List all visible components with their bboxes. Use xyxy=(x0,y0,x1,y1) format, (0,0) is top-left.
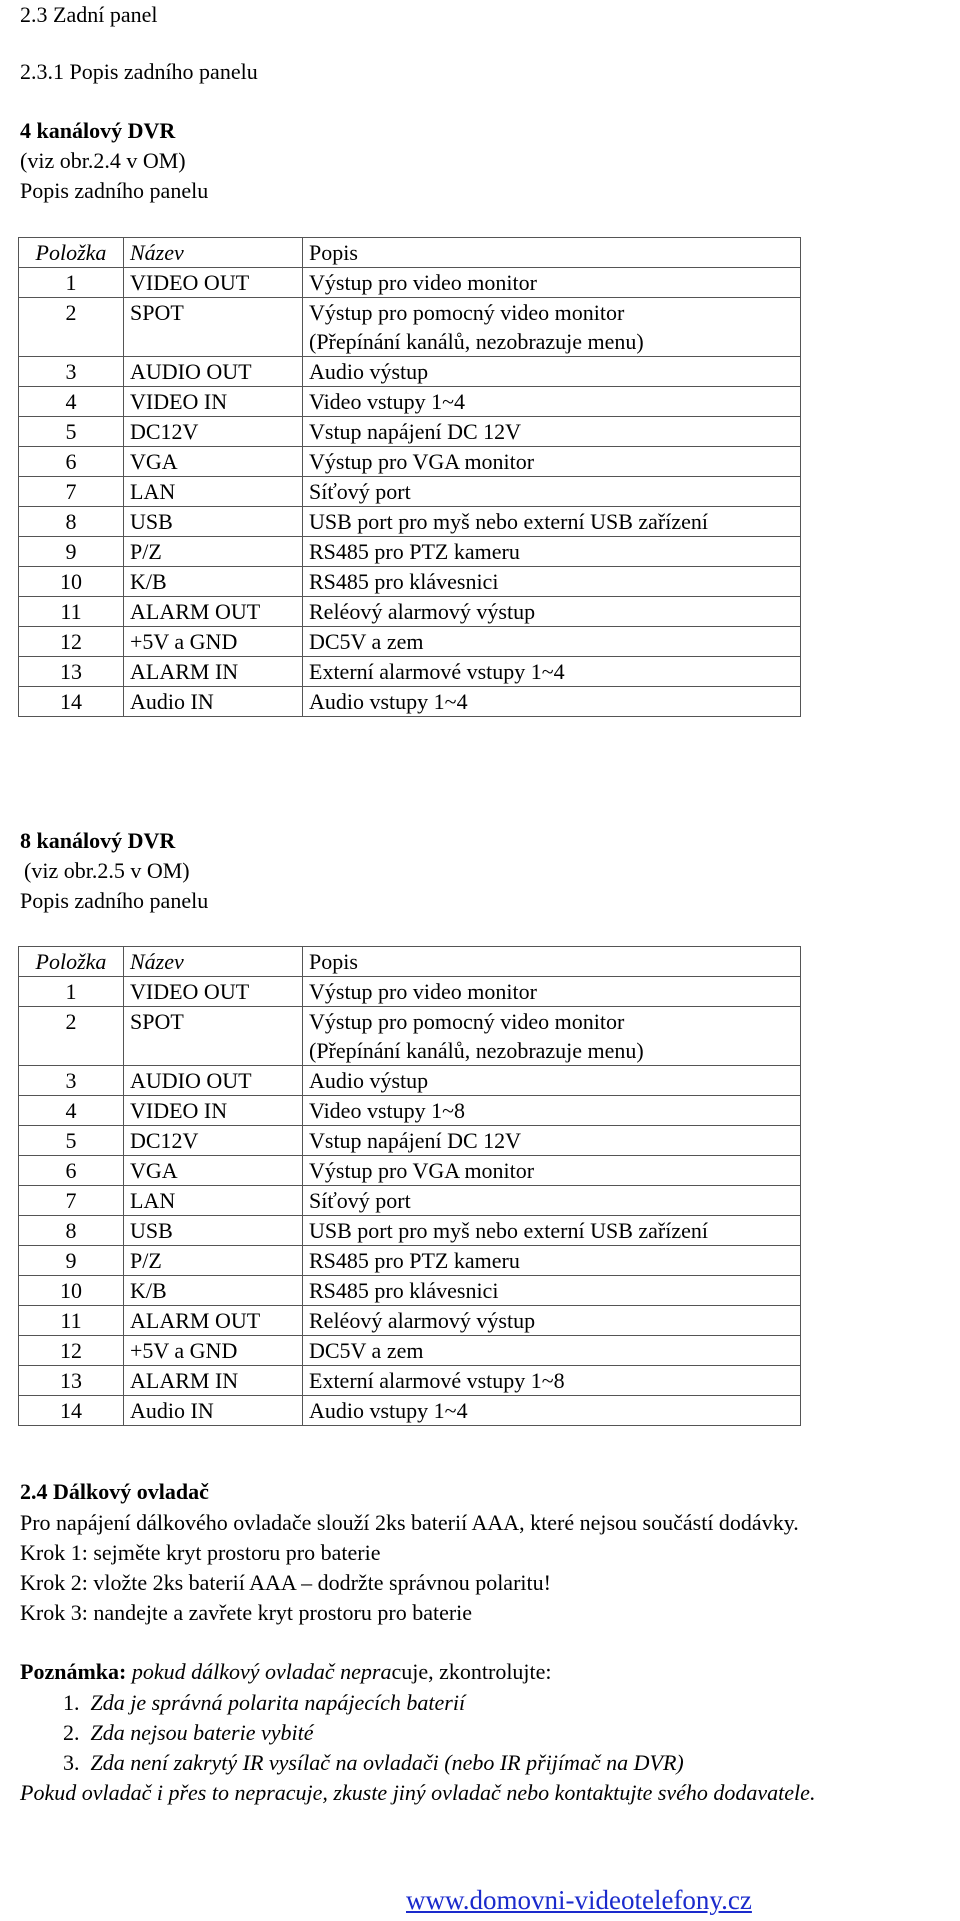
item-name: VGA xyxy=(124,447,303,477)
table-row xyxy=(19,268,801,298)
item-description: Výstup pro VGA monitor xyxy=(303,1156,801,1186)
item-name: USB xyxy=(124,507,303,537)
item-description: Reléový alarmový výstup xyxy=(303,1306,801,1336)
item-name: Audio IN xyxy=(124,1396,303,1426)
item-description: Audio výstup xyxy=(303,1066,801,1096)
item-description: Vstup napájení DC 12V xyxy=(303,417,801,447)
table-row xyxy=(19,1096,801,1126)
item-number: 13 xyxy=(19,657,124,687)
step-1: Krok 1: sejměte kryt prostoru pro baterie xyxy=(20,1540,381,1565)
dvr8-ref: (viz obr.2.5 v OM) xyxy=(24,858,190,883)
item-name: SPOT xyxy=(124,1007,303,1066)
item-name: K/B xyxy=(124,567,303,597)
column-header: Popis xyxy=(303,238,801,268)
item-description: Výstup pro VGA monitor xyxy=(303,447,801,477)
item-number: 3 xyxy=(19,1066,124,1096)
item-description xyxy=(303,298,801,357)
item-name: Audio IN xyxy=(124,687,303,717)
item-name: LAN xyxy=(124,1186,303,1216)
item-number: 5 xyxy=(19,417,124,447)
column-header: Položka xyxy=(19,947,124,977)
check-3-text: Zda není zakrytý IR vysílač na ovladači (nebo IR přijímač na DVR) xyxy=(90,1750,684,1775)
footer-link[interactable]: www.domovni-videotelefony.cz xyxy=(406,1885,752,1915)
check-2 xyxy=(63,1718,314,1748)
item-description: Výstup pro video monitor xyxy=(303,977,801,1007)
item-number: 13 xyxy=(19,1366,124,1396)
dvr4-title: 4 kanálový DVR xyxy=(20,118,176,143)
item-description-line: Výstup pro pomocný video monitor xyxy=(309,1009,625,1034)
item-number: 14 xyxy=(19,1396,124,1426)
dvr8-table xyxy=(18,946,801,1426)
table-row xyxy=(19,1306,801,1336)
column-header: Název xyxy=(124,947,303,977)
dvr4-ref: (viz obr.2.4 v OM) xyxy=(20,148,186,173)
item-description: Síťový port xyxy=(303,477,801,507)
check-3-num: 3. xyxy=(63,1750,80,1775)
item-name: ALARM OUT xyxy=(124,597,303,627)
item-number: 11 xyxy=(19,597,124,627)
item-name: ALARM IN xyxy=(124,1366,303,1396)
table-header-row xyxy=(19,238,801,268)
item-description: RS485 pro PTZ kameru xyxy=(303,537,801,567)
column-header: Popis xyxy=(303,947,801,977)
closing-text: Pokud ovladač i přes to nepracuje, zkuste jiný ovladač nebo kontaktujte svého dodavatele. xyxy=(20,1780,816,1805)
item-number: 7 xyxy=(19,1186,124,1216)
item-description: USB port pro myš nebo externí USB zařízení xyxy=(303,507,801,537)
item-name: P/Z xyxy=(124,1246,303,1276)
item-number: 14 xyxy=(19,687,124,717)
item-number: 8 xyxy=(19,507,124,537)
note-label: Poznámka: xyxy=(20,1659,127,1684)
item-description: Video vstupy 1~4 xyxy=(303,387,801,417)
note-line xyxy=(20,1657,552,1687)
table-row xyxy=(19,567,801,597)
item-description: Výstup pro video monitor xyxy=(303,268,801,298)
item-description: RS485 pro PTZ kameru xyxy=(303,1246,801,1276)
item-name: AUDIO OUT xyxy=(124,1066,303,1096)
item-number: 6 xyxy=(19,1156,124,1186)
table-row xyxy=(19,507,801,537)
table-row xyxy=(19,357,801,387)
item-number: 4 xyxy=(19,387,124,417)
item-number: 4 xyxy=(19,1096,124,1126)
item-description: Audio výstup xyxy=(303,357,801,387)
item-name: VIDEO OUT xyxy=(124,268,303,298)
item-number: 8 xyxy=(19,1216,124,1246)
item-description: USB port pro myš nebo externí USB zařízení xyxy=(303,1216,801,1246)
table-row xyxy=(19,597,801,627)
item-name: VIDEO IN xyxy=(124,1096,303,1126)
table-row xyxy=(19,537,801,567)
table-row xyxy=(19,1336,801,1366)
table-row xyxy=(19,1126,801,1156)
item-name: P/Z xyxy=(124,537,303,567)
item-number: 3 xyxy=(19,357,124,387)
item-number: 12 xyxy=(19,1336,124,1366)
dvr4-table xyxy=(18,237,801,717)
item-number: 1 xyxy=(19,977,124,1007)
item-description: Externí alarmové vstupy 1~4 xyxy=(303,657,801,687)
item-number: 10 xyxy=(19,567,124,597)
item-description-line: Výstup pro pomocný video monitor xyxy=(309,300,625,325)
item-number: 11 xyxy=(19,1306,124,1336)
step-2: Krok 2: vložte 2ks baterií AAA – dodržte správnou polaritu! xyxy=(20,1570,551,1595)
remote-intro: Pro napájení dálkového ovladače slouží 2ks baterií AAA, které nejsou součástí dodávky. xyxy=(20,1510,799,1535)
item-number: 5 xyxy=(19,1126,124,1156)
item-name: ALARM OUT xyxy=(124,1306,303,1336)
item-name: DC12V xyxy=(124,417,303,447)
column-header: Položka xyxy=(19,238,124,268)
item-description: DC5V a zem xyxy=(303,627,801,657)
table-row xyxy=(19,477,801,507)
check-1-num: 1. xyxy=(63,1690,80,1715)
check-2-num: 2. xyxy=(63,1720,80,1745)
item-number: 9 xyxy=(19,537,124,567)
item-number: 12 xyxy=(19,627,124,657)
table-row xyxy=(19,1066,801,1096)
item-description: Reléový alarmový výstup xyxy=(303,597,801,627)
check-3 xyxy=(63,1748,684,1778)
item-name: LAN xyxy=(124,477,303,507)
table-row xyxy=(19,447,801,477)
check-1 xyxy=(63,1688,465,1718)
item-name: AUDIO OUT xyxy=(124,357,303,387)
table-row xyxy=(19,417,801,447)
item-name: K/B xyxy=(124,1276,303,1306)
dvr8-title: 8 kanálový DVR xyxy=(20,828,176,853)
item-name: VIDEO IN xyxy=(124,387,303,417)
remote-title: 2.4 Dálkový ovladač xyxy=(20,1479,209,1504)
table-row xyxy=(19,1276,801,1306)
item-name: DC12V xyxy=(124,1126,303,1156)
note-italic: pokud dálkový ovladač nepra xyxy=(126,1659,392,1684)
column-header: Název xyxy=(124,238,303,268)
dvr4-caption: Popis zadního panelu xyxy=(20,178,209,203)
item-name: SPOT xyxy=(124,298,303,357)
check-1-text: Zda je správná polarita napájecích baterií xyxy=(90,1690,466,1715)
item-name: ALARM IN xyxy=(124,657,303,687)
section-title: 2.3 Zadní panel xyxy=(20,2,158,27)
item-description: Externí alarmové vstupy 1~8 xyxy=(303,1366,801,1396)
item-number: 2 xyxy=(19,298,124,357)
table-row xyxy=(19,298,801,357)
item-number: 9 xyxy=(19,1246,124,1276)
item-description: Vstup napájení DC 12V xyxy=(303,1126,801,1156)
item-number: 10 xyxy=(19,1276,124,1306)
check-2-text: Zda nejsou baterie vybité xyxy=(90,1720,314,1745)
note-rest: cuje, zkontrolujte: xyxy=(391,1659,552,1684)
table-row xyxy=(19,1156,801,1186)
item-description: RS485 pro klávesnici xyxy=(303,567,801,597)
item-description: DC5V a zem xyxy=(303,1336,801,1366)
item-number: 7 xyxy=(19,477,124,507)
table-row xyxy=(19,1186,801,1216)
table-row xyxy=(19,1246,801,1276)
table-row xyxy=(19,657,801,687)
item-name: USB xyxy=(124,1216,303,1246)
table-row xyxy=(19,387,801,417)
item-name: +5V a GND xyxy=(124,627,303,657)
table-row xyxy=(19,977,801,1007)
item-name: +5V a GND xyxy=(124,1336,303,1366)
table-header-row xyxy=(19,947,801,977)
item-name: VIDEO OUT xyxy=(124,977,303,1007)
item-description-note: (Přepínání kanálů, nezobrazuje menu) xyxy=(309,329,644,354)
item-description: RS485 pro klávesnici xyxy=(303,1276,801,1306)
item-description: Audio vstupy 1~4 xyxy=(303,687,801,717)
item-description-note: (Přepínání kanálů, nezobrazuje menu) xyxy=(309,1038,644,1063)
table-row xyxy=(19,687,801,717)
table-row xyxy=(19,1396,801,1426)
item-name: VGA xyxy=(124,1156,303,1186)
item-description: Video vstupy 1~8 xyxy=(303,1096,801,1126)
item-number: 2 xyxy=(19,1007,124,1066)
item-description: Audio vstupy 1~4 xyxy=(303,1396,801,1426)
item-number: 6 xyxy=(19,447,124,477)
item-description: Síťový port xyxy=(303,1186,801,1216)
step-3: Krok 3: nandejte a zavřete kryt prostoru pro baterie xyxy=(20,1600,473,1625)
table-row xyxy=(19,1007,801,1066)
table-row xyxy=(19,1216,801,1246)
table-row xyxy=(19,1366,801,1396)
item-number: 1 xyxy=(19,268,124,298)
subsection-title: 2.3.1 Popis zadního panelu xyxy=(20,59,258,84)
item-description xyxy=(303,1007,801,1066)
dvr8-caption: Popis zadního panelu xyxy=(20,888,209,913)
table-row xyxy=(19,627,801,657)
